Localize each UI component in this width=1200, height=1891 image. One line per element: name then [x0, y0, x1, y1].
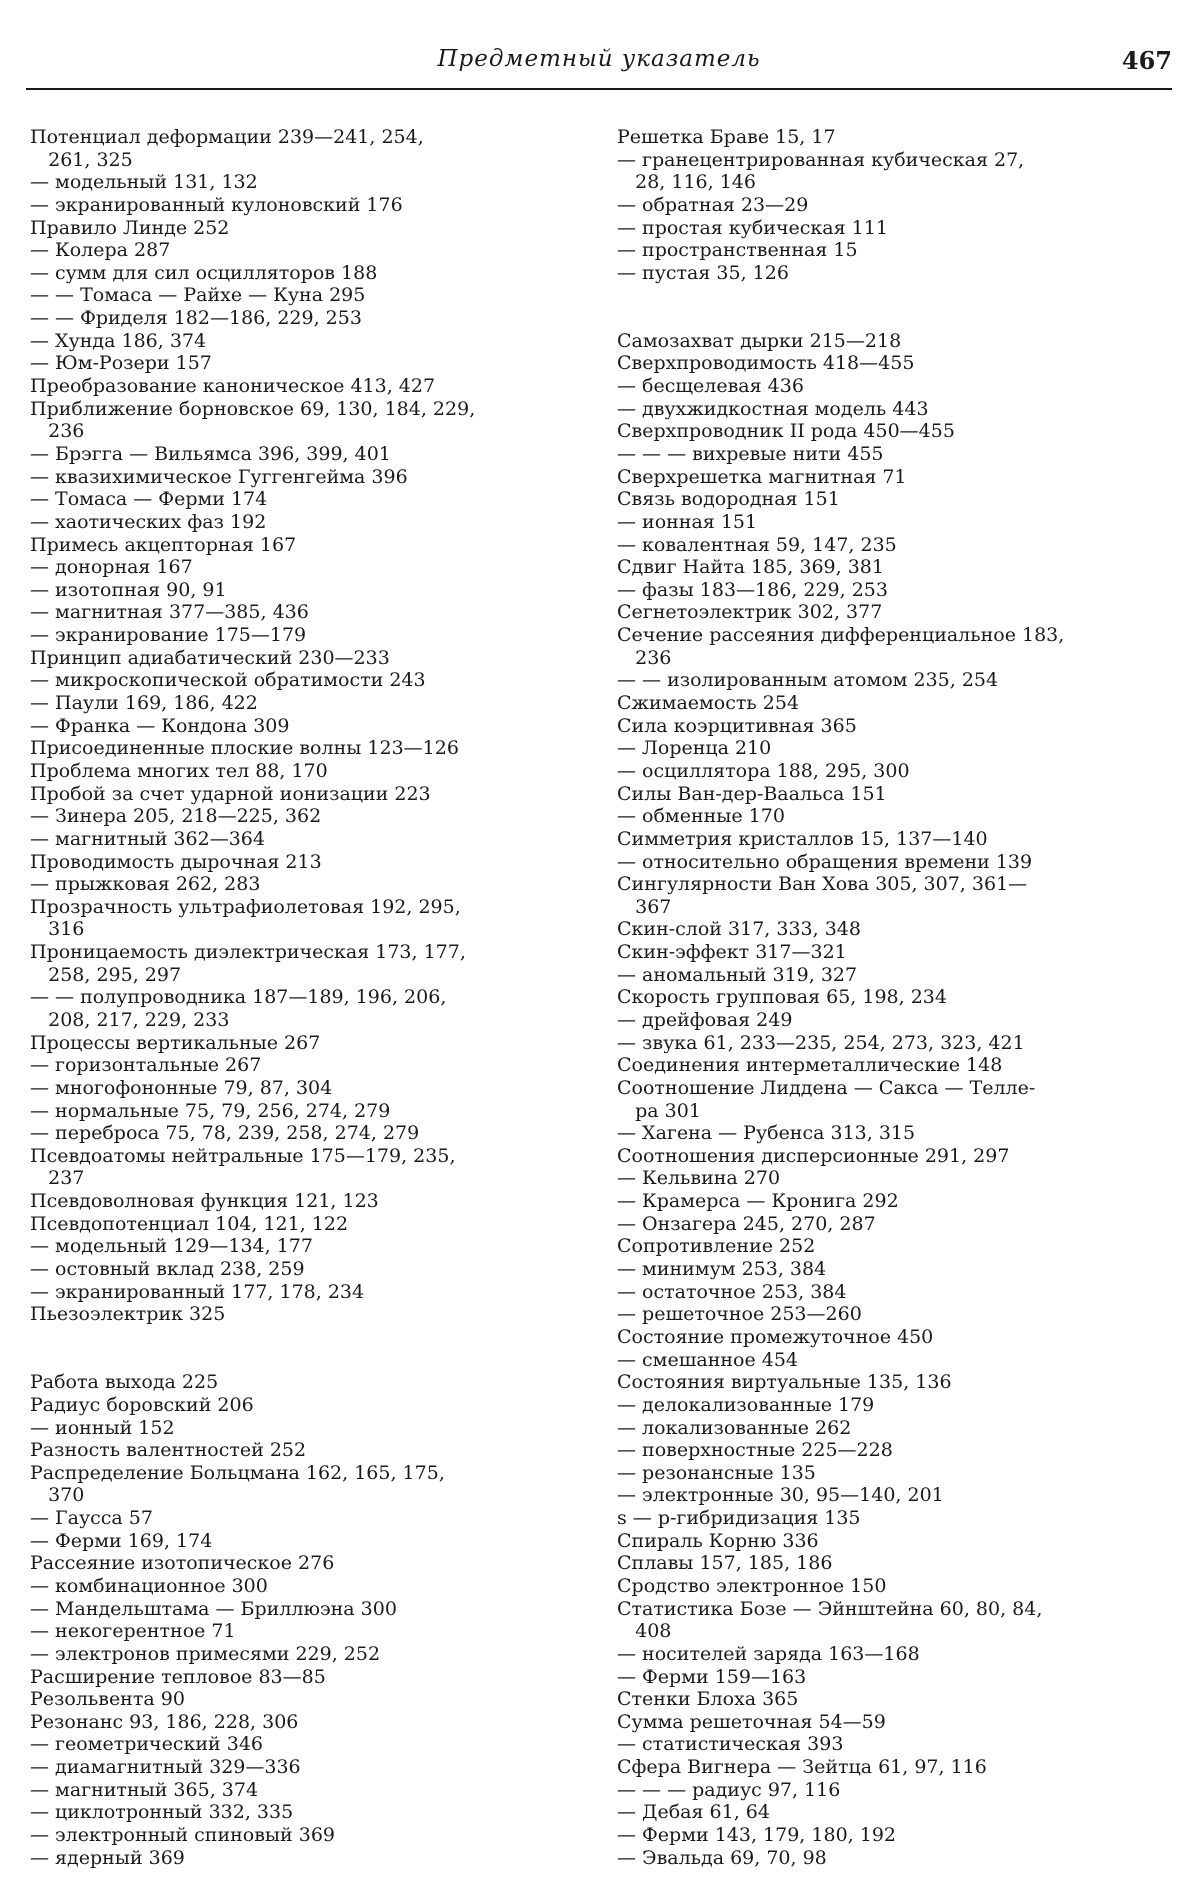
- index-entry-line: s — p-гибридизация 135: [617, 1507, 861, 1530]
- index-column-left: [30, 126, 596, 1869]
- index-entry-line: — некогерентное 71: [30, 1620, 236, 1643]
- index-entry-line: — решеточное 253—260: [617, 1303, 862, 1326]
- index-entry-line: — носителей заряда 163—168: [617, 1642, 920, 1665]
- index-entry-line: — многофононные 79, 87, 304: [30, 1076, 333, 1099]
- index-entry-line: — электронные 30, 95—140, 201: [617, 1484, 944, 1507]
- index-entry-line: 28, 116, 146: [617, 171, 756, 194]
- index-entry-line: — Мандельштама — Бриллюэна 300: [30, 1597, 397, 1620]
- index-entry-line: — простая кубическая 111: [617, 216, 888, 239]
- index-entry-line: — экранирование 175—179: [30, 624, 307, 647]
- index-entry-line: — Ферми 143, 179, 180, 192: [617, 1824, 896, 1847]
- index-entry-line: Силы Ван-дер-Ваальса 151: [617, 782, 887, 805]
- index-entry-line: Псевдоволновая функция 121, 123: [30, 1190, 379, 1213]
- index-entry-line: — локализованные 262: [617, 1416, 852, 1439]
- index-entry-line: — аномальный 319, 327: [617, 963, 858, 986]
- index-entry-line: Скин-эффект 317—321: [617, 941, 847, 964]
- index-entry-line: Псевдопотенциал 104, 121, 122: [30, 1212, 349, 1235]
- index-entry-line: — электронный спиновый 369: [30, 1824, 335, 1847]
- index-entry-line: Резольвента 90: [30, 1688, 185, 1711]
- index-entry-line: — экранированный кулоновский 176: [30, 193, 403, 216]
- index-entry-line: Соотношение Лиддена — Сакса — Телле-: [617, 1076, 1036, 1099]
- index-entry-line: — Кельвина 270: [617, 1167, 781, 1190]
- index-entry-line: Проводимость дырочная 213: [30, 850, 322, 873]
- index-column-right: [617, 126, 1173, 1869]
- index-entry-line: Проницаемость диэлектрическая 173, 177,: [30, 941, 466, 964]
- index-entry-line: — — Томаса — Райхе — Куна 295: [30, 284, 366, 307]
- index-entry-line: Симметрия кристаллов 15, 137—140: [617, 827, 988, 850]
- index-entry-line: 408: [617, 1620, 672, 1643]
- index-entry-line: Статистика Бозе — Эйнштейна 60, 80, 84,: [617, 1597, 1043, 1620]
- index-entry-line: — Ферми 159—163: [617, 1665, 807, 1688]
- index-entry-line: — — полупроводника 187—189, 196, 206,: [30, 986, 447, 1009]
- index-entry-line: Правило Линде 252: [30, 216, 230, 239]
- index-entry-line: Присоединенные плоские волны 123—126: [30, 737, 459, 760]
- index-entry-line: — фазы 183—186, 229, 253: [617, 578, 888, 601]
- index-entry-line: 370: [30, 1484, 85, 1507]
- index-entry-line: ра 301: [617, 1099, 701, 1122]
- index-entry-line: — квазихимическое Гуггенгейма 396: [30, 465, 408, 488]
- index-entry-line: — магнитная 377—385, 436: [30, 601, 309, 624]
- index-entry-line: — поверхностные 225—228: [617, 1439, 893, 1462]
- index-entry-line: Сумма решеточная 54—59: [617, 1710, 886, 1733]
- index-entry-line: — остовный вклад 238, 259: [30, 1258, 305, 1281]
- index-entry-line: — — Фриделя 182—186, 229, 253: [30, 307, 362, 330]
- index-entry-line: — — — вихревые нити 455: [617, 442, 884, 465]
- index-entry-line: — обратная 23—29: [617, 193, 809, 216]
- index-entry-line: — смешанное 454: [617, 1348, 799, 1371]
- index-entry-line: — ядерный 369: [30, 1846, 185, 1869]
- index-entry-line: Проблема многих тел 88, 170: [30, 759, 328, 782]
- index-entry-line: 236: [617, 646, 672, 669]
- index-entry-line: — Хагена — Рубенса 313, 315: [617, 1122, 916, 1145]
- index-entry-line: Сжимаемость 254: [617, 692, 800, 715]
- index-entry-line: Сдвиг Найта 185, 369, 381: [617, 556, 884, 579]
- index-entry-line: Решетка Браве 15, 17: [617, 126, 836, 148]
- index-entry-line: — бесщелевая 436: [617, 375, 804, 398]
- section-gap: [30, 1326, 596, 1349]
- index-entry-line: — модельный 129—134, 177: [30, 1235, 313, 1258]
- index-entry-line: Пьезоэлектрик 325: [30, 1303, 226, 1326]
- index-entry-line: Самозахват дырки 215—218: [617, 329, 902, 352]
- index-entry-line: — статистическая 393: [617, 1733, 844, 1756]
- index-entry-line: Сечение рассеяния дифференциальное 183,: [617, 624, 1065, 647]
- index-entry-line: — диамагнитный 329—336: [30, 1756, 301, 1779]
- index-entry-line: Соединения интерметаллические 148: [617, 1054, 1003, 1077]
- index-entry-line: — относительно обращения времени 139: [617, 850, 1033, 873]
- index-entry-line: — модельный 131, 132: [30, 171, 258, 194]
- index-entry-line: — горизонтальные 267: [30, 1054, 262, 1077]
- index-entry-line: Сверхпроводник II рода 450—455: [617, 420, 955, 443]
- index-entry-line: — дрейфовая 249: [617, 1008, 793, 1031]
- index-entry-line: Сила коэрцитивная 365: [617, 714, 857, 737]
- index-entry-line: — гранецентрированная кубическая 27,: [617, 148, 1025, 171]
- index-entry-line: — Крамерса — Кронига 292: [617, 1190, 899, 1213]
- index-entry-line: — магнитный 362—364: [30, 827, 265, 850]
- index-entry-line: — звука 61, 233—235, 254, 273, 323, 421: [617, 1031, 1025, 1054]
- index-entry-line: 208, 217, 229, 233: [30, 1008, 230, 1031]
- index-entry-line: Сфера Вигнера — Зейтца 61, 97, 116: [617, 1756, 987, 1779]
- index-entry-line: — донорная 167: [30, 556, 193, 579]
- index-entry-line: — ионная 151: [617, 510, 758, 533]
- index-entry-line: — резонансные 135: [617, 1461, 816, 1484]
- index-entry-line: — изотопная 90, 91: [30, 578, 227, 601]
- index-entry-line: — магнитный 365, 374: [30, 1778, 259, 1801]
- index-entry-line: Преобразование каноническое 413, 427: [30, 375, 436, 398]
- index-entry-line: Состояния виртуальные 135, 136: [617, 1371, 952, 1394]
- index-entry-line: — пространственная 15: [617, 239, 858, 262]
- index-entry-line: — хаотических фаз 192: [30, 510, 267, 533]
- index-entry-line: — минимум 253, 384: [617, 1258, 827, 1281]
- index-entry-line: Прозрачность ультрафиолетовая 192, 295,: [30, 895, 461, 918]
- index-entry-line: Сопротивление 252: [617, 1235, 816, 1258]
- index-entry-line: — остаточное 253, 384: [617, 1280, 847, 1303]
- index-entry-line: 258, 295, 297: [30, 963, 182, 986]
- index-entry-line: Процессы вертикальные 267: [30, 1031, 321, 1054]
- index-entry-line: Распределение Больцмана 162, 165, 175,: [30, 1461, 445, 1484]
- index-entry-line: — комбинационное 300: [30, 1575, 268, 1597]
- index-entry-line: — Паули 169, 186, 422: [30, 692, 258, 715]
- index-entry-line: — делокализованные 179: [617, 1393, 875, 1416]
- index-entry-line: Сплавы 157, 185, 186: [617, 1552, 833, 1575]
- index-entry-line: — микроскопической обратимости 243: [30, 669, 426, 692]
- running-title: Предметный указатель: [437, 46, 761, 72]
- index-entry-line: Связь водородная 151: [617, 488, 840, 511]
- index-entry-line: — Онзагера 245, 270, 287: [617, 1212, 876, 1235]
- index-entry-line: — сумм для сил осцилляторов 188: [30, 261, 378, 284]
- index-entry-line: — Юм-Розери 157: [30, 352, 212, 375]
- index-entry-line: — Хунда 186, 374: [30, 329, 207, 352]
- index-entry-line: — циклотронный 332, 335: [30, 1801, 294, 1824]
- index-entry-line: 261, 325: [30, 148, 133, 171]
- index-entry-line: — нормальные 75, 79, 256, 274, 279: [30, 1099, 391, 1122]
- index-entry-line: Расширение тепловое 83—85: [30, 1665, 326, 1688]
- index-entry-line: — осциллятора 188, 295, 300: [617, 759, 910, 782]
- index-entry-line: — ковалентная 59, 147, 235: [617, 533, 897, 556]
- section-gap: [617, 284, 1173, 307]
- index-entry-line: 367: [617, 895, 672, 918]
- index-entry-line: Разность валентностей 252: [30, 1439, 307, 1462]
- index-entry-line: — Лоренца 210: [617, 737, 772, 760]
- index-entry-line: Работа выхода 225: [30, 1371, 219, 1394]
- section-gap: [617, 307, 1173, 330]
- index-entry-line: Скин-слой 317, 333, 348: [617, 918, 861, 941]
- index-entry-line: Принцип адиабатический 230—233: [30, 646, 390, 669]
- index-entry-line: — Дебая 61, 64: [617, 1801, 770, 1824]
- index-entry-line: Радиус боровский 206: [30, 1393, 254, 1416]
- index-entry-line: 237: [30, 1167, 85, 1190]
- section-gap: [30, 1349, 596, 1372]
- index-entry-line: — электронов примесями 229, 252: [30, 1642, 381, 1665]
- index-entry-line: — пустая 35, 126: [617, 261, 789, 284]
- page-header: [26, 44, 1172, 90]
- index-entry-line: — переброса 75, 78, 239, 258, 274, 279: [30, 1122, 420, 1145]
- index-entry-line: Скорость групповая 65, 198, 234: [617, 986, 947, 1009]
- index-entry-line: Примесь акцепторная 167: [30, 533, 297, 556]
- index-entry-line: — обменные 170: [617, 805, 785, 828]
- index-entry-line: — Гаусса 57: [30, 1507, 153, 1530]
- index-entry-line: Пробой за счет ударной ионизации 223: [30, 782, 431, 805]
- index-entry-line: — Брэгга — Вильямса 396, 399, 401: [30, 442, 391, 465]
- index-entry-line: Соотношения дисперсионные 291, 297: [617, 1144, 1010, 1167]
- index-entry-line: Псевдоатомы нейтральные 175—179, 235,: [30, 1144, 456, 1167]
- index-entry-line: Сверхпроводимость 418—455: [617, 352, 915, 375]
- index-entry-line: — Колера 287: [30, 239, 171, 262]
- index-entry-line: Потенциал деформации 239—241, 254,: [30, 126, 424, 148]
- index-entry-line: — двухжидкостная модель 443: [617, 397, 929, 420]
- index-entry-line: — Эвальда 69, 70, 98: [617, 1846, 827, 1869]
- index-entry-line: 236: [30, 420, 85, 443]
- index-entry-line: Сингулярности Ван Хова 305, 307, 361—: [617, 873, 1028, 896]
- index-entry-line: — геометрический 346: [30, 1733, 263, 1756]
- index-entry-line: Сегнетоэлектрик 302, 377: [617, 601, 883, 624]
- index-entry-line: Рассеяние изотопическое 276: [30, 1552, 335, 1575]
- index-entry-line: Спираль Корню 336: [617, 1529, 819, 1552]
- index-entry-line: 316: [30, 918, 85, 941]
- index-entry-line: — прыжковая 262, 283: [30, 873, 261, 896]
- index-entry-line: — Франка — Кондона 309: [30, 714, 290, 737]
- index-entry-line: — — изолированным атомом 235, 254: [617, 669, 999, 692]
- index-entry-line: — — — радиус 97, 116: [617, 1778, 841, 1801]
- index-entry-line: — ионный 152: [30, 1416, 175, 1439]
- index-entry-line: — экранированный 177, 178, 234: [30, 1280, 365, 1303]
- index-entry-line: Приближение борновское 69, 130, 184, 229,: [30, 397, 476, 420]
- index-entry-line: Сродство электронное 150: [617, 1575, 887, 1597]
- index-entry-line: Состояние промежуточное 450: [617, 1325, 934, 1348]
- index-entry-line: Стенки Блоха 365: [617, 1688, 799, 1711]
- index-entry-line: — Ферми 169, 174: [30, 1529, 213, 1552]
- index-entry-line: Резонанс 93, 186, 228, 306: [30, 1710, 299, 1733]
- index-entry-line: — Томаса — Ферми 174: [30, 488, 268, 511]
- page-number: 467: [1121, 46, 1172, 75]
- index-entry-line: — Зинера 205, 218—225, 362: [30, 805, 322, 828]
- index-entry-line: Сверхрешетка магнитная 71: [617, 465, 907, 488]
